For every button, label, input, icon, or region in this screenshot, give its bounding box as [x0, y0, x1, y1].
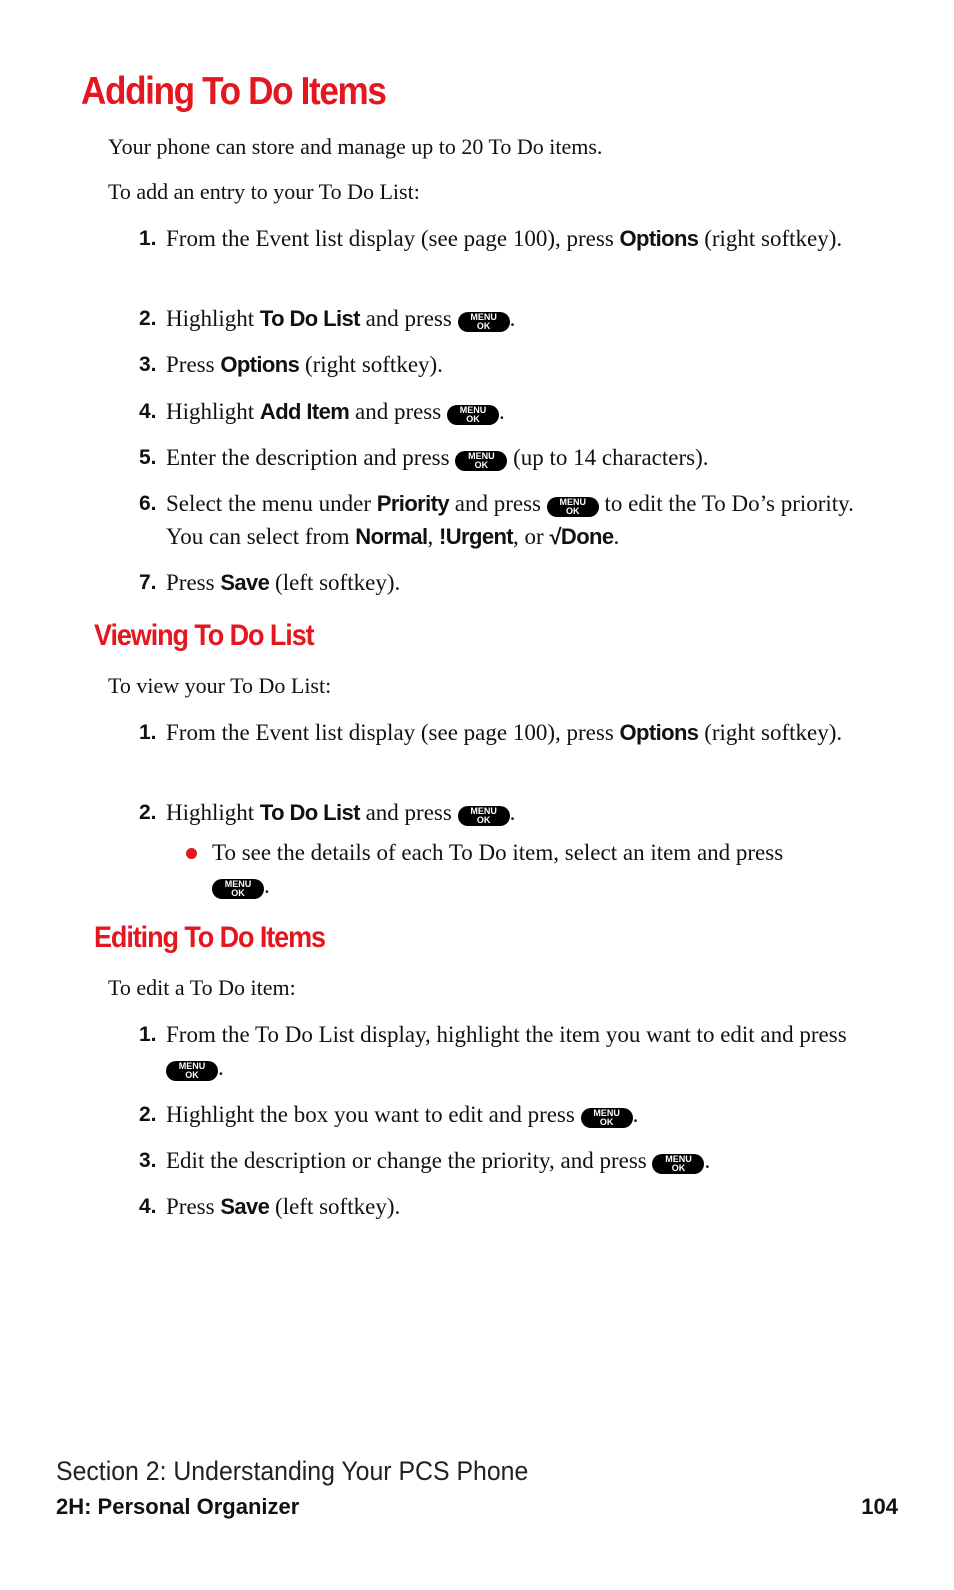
step-2: 2. Highlight To Do List and press MENU OK .: [139, 306, 516, 331]
instruction-text: To add an entry to your To Do List:: [108, 179, 420, 204]
menu-ok-key-icon: MENU OK: [458, 806, 510, 826]
menu-ok-key-icon: MENU OK: [547, 497, 599, 517]
menu-ok-key-icon: MENU OK: [652, 1154, 704, 1174]
done-label: √Done: [549, 524, 614, 549]
editing-step-3: 3. Edit the description or change the priority, and press MENU OK .: [139, 1148, 711, 1173]
menu-ok-key-icon: MENU OK: [455, 451, 507, 471]
page-number: 104: [861, 1494, 898, 1519]
urgent-label: !Urgent: [439, 524, 514, 549]
editing-step-1: 1. From the To Do List display, highlight the item you want to edit and press MENU OK .: [139, 1022, 847, 1080]
step-1: 1. From the Event list display (see page 100), press Options (right softkey).: [139, 222, 879, 255]
menu-ok-key-icon: MENU OK: [166, 1061, 218, 1081]
footer-subsection: 2H: Personal Organizer: [56, 1494, 300, 1519]
step-3: 3. Press Options (right softkey).: [139, 352, 443, 377]
normal-label: Normal: [355, 524, 428, 549]
editing-step-4: 4. Press Save (left softkey).: [139, 1194, 401, 1219]
step-number: 1.: [139, 227, 157, 250]
to-do-list-label: To Do List: [259, 800, 360, 825]
intro-text: Your phone can store and manage up to 20 To Do items.: [108, 134, 603, 159]
step-5: 5. Enter the description and press MENU OK (up to 14 characters).: [139, 445, 709, 470]
viewing-step-1: 1. From the Event list display (see page 100), press Options (right softkey).: [139, 720, 843, 745]
editing-heading: Editing To Do Items: [94, 921, 325, 954]
options-label: Options: [619, 720, 699, 745]
options-label: Options: [619, 226, 699, 251]
viewing-intro: To view your To Do List:: [108, 673, 332, 698]
viewing-heading: Viewing To Do List: [94, 619, 314, 652]
editing-intro: To edit a To Do item:: [108, 975, 296, 1000]
priority-label: Priority: [376, 491, 449, 516]
menu-ok-key-icon: MENU OK: [212, 879, 264, 899]
save-label: Save: [220, 570, 270, 595]
options-label: Options: [220, 352, 300, 377]
add-item-label: Add Item: [259, 399, 350, 424]
step-6: 6. Select the menu under Priority and press MENU OK to edit the To Do’s priority. You can select from Normal, !Urgent, or √Done.: [139, 491, 854, 549]
menu-ok-key-icon: MENU OK: [458, 312, 510, 332]
editing-step-2: 2. Highlight the box you want to edit and press MENU OK .: [139, 1102, 639, 1127]
viewing-bullet: To see the details of each To Do item, select an item and press MENU OK .: [186, 836, 836, 902]
menu-ok-key-icon: MENU OK: [581, 1108, 633, 1128]
menu-ok-key-icon: MENU OK: [447, 405, 499, 425]
to-do-list-label: To Do List: [259, 306, 360, 331]
footer-section-title: Section 2: Understanding Your PCS Phone: [56, 1456, 529, 1486]
step-7: 7. Press Save (left softkey).: [139, 570, 401, 595]
bullet-dot-icon: [186, 848, 197, 859]
save-label: Save: [220, 1194, 270, 1219]
step-4: 4. Highlight Add Item and press MENU OK .: [139, 399, 505, 424]
viewing-step-2: 2. Highlight To Do List and press MENU OK .: [139, 800, 516, 825]
page-title: Adding To Do Items: [81, 70, 386, 113]
